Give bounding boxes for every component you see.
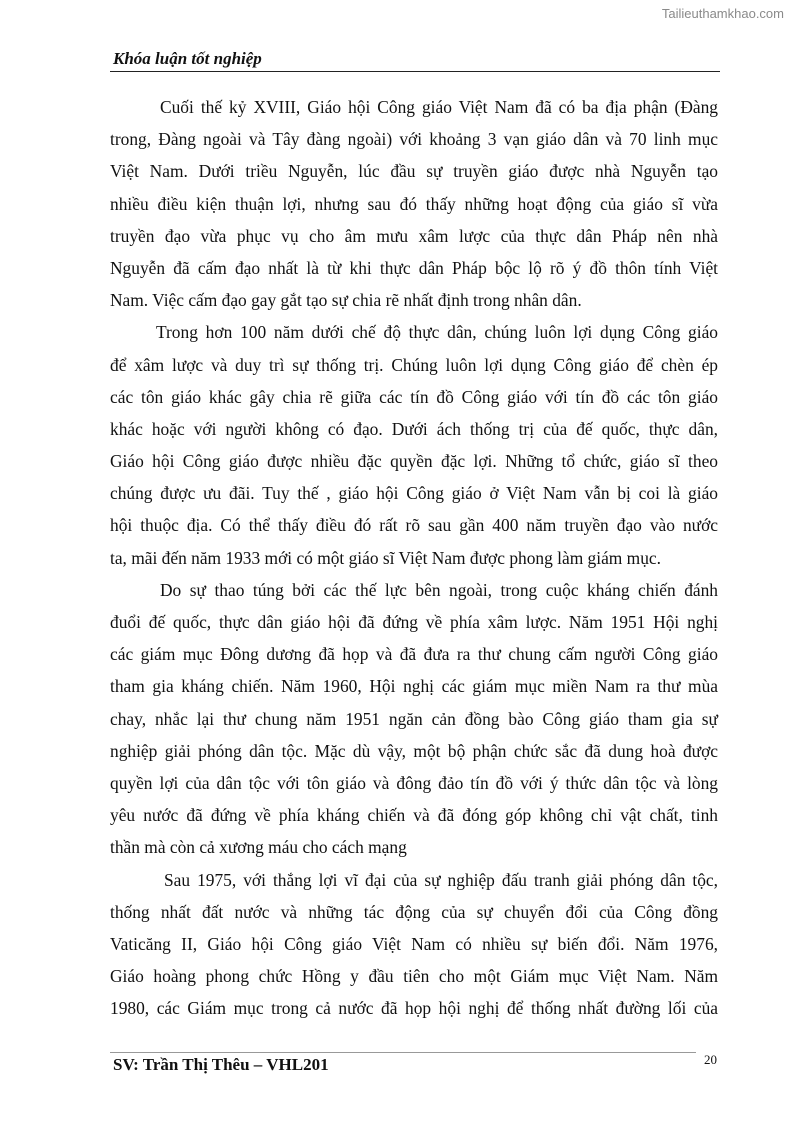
line: Giáo hoàng phong chức Hồng y đầu tiên cho một Giám mục Việt Nam. Năm (110, 966, 718, 987)
line: trong, Đàng ngoài và Tây đàng ngoài) với khoảng 3 vạn giáo dân và 70 linh mục (110, 129, 718, 150)
line: các giám mục Đông dương đã họp và đã đưa ra thư chung cấm người Công giáo (110, 644, 718, 665)
line: Trong hơn 100 năm dưới chế độ thực dân, chúng luôn lợi dụng Công giáo (156, 322, 718, 343)
line: ta, mãi đến năm 1933 mới có một giáo sĩ Việt Nam được phong làm giám mục. (110, 547, 661, 568)
footer-author: SV: Trần Thị Thêu – VHL201 (113, 1055, 329, 1074)
paragraph-3 (110, 574, 718, 864)
line: đuổi đế quốc, thực dân giáo hội đã đứng về phía xâm lược. Năm 1951 Hội nghị (110, 612, 718, 632)
line: Việt Nam. Dưới triều Nguyễn, lúc đầu sự truyền giáo được nhà Nguyễn tạo (110, 161, 718, 182)
page-header-title: Khóa luận tốt nghiệp (113, 49, 262, 68)
line: khác hoặc với người không có đạo. Dưới ách thống trị của đế quốc, thực dân, (110, 418, 718, 439)
paragraph-1 (110, 91, 718, 316)
watermark: Tailieuthamkhao.com (661, 6, 784, 21)
line: chay, nhắc lại thư chung năm 1951 ngăn cản đồng bào Công giáo tham gia sự (110, 708, 718, 729)
line: Giáo hội Công giáo được nhiều đặc quyền đặc lợi. Những tổ chức, giáo sĩ theo (110, 451, 718, 472)
line: Sau 1975, với thắng lợi vĩ đại của sự nghiệp đấu tranh giải phóng dân tộc, (164, 869, 718, 890)
line: chúng được ưu đãi. Tuy thế , giáo hội Công giáo ở Việt Nam vẫn bị coi là giáo (110, 483, 718, 504)
line: Nam. Việc cấm đạo gay gắt tạo sự chia rẽ nhất định trong nhân dân. (110, 290, 582, 311)
line: các tôn giáo khác gây chia rẽ giữa các tín đồ Công giáo với tín đồ các tôn giáo (110, 386, 718, 407)
line: tham gia kháng chiến. Năm 1960, Hội nghị các giám mục miền Nam ra thư mùa (110, 676, 718, 697)
line: Nguyễn đã cấm đạo nhất là từ khi thực dân Pháp bộc lộ rõ ý đồ thôn tính Việt (110, 257, 718, 278)
line: Do sự thao túng bởi các thế lực bên ngoài, trong cuộc kháng chiến đánh (160, 579, 718, 600)
line: Cuối thế kỷ XVIII, Giáo hội Công giáo Việt Nam đã có ba địa phận (Đàng (160, 97, 718, 117)
line: hội thuộc địa. Có thể thấy điều đó rất rõ sau gần 400 năm truyền đạo vào nước (110, 515, 718, 536)
footer-divider (110, 1052, 696, 1053)
page-number: 20 (704, 1052, 717, 1067)
line: Vaticăng II, Giáo hội Công giáo Việt Nam có nhiều sự biến đổi. Năm 1976, (110, 933, 718, 954)
line: để xâm lược và duy trì sự thống trị. Chúng luôn lợi dụng Công giáo để chèn ép (110, 354, 718, 375)
line: quyền lợi của dân tộc với tôn giáo và đông đảo tín đồ với ý thức dân tộc và lòng (110, 772, 718, 793)
header-divider (110, 71, 720, 72)
line: nghiệp giải phóng dân tộc. Mặc dù vậy, một bộ phận chức sắc đã dung hoà được (110, 740, 718, 761)
line: thần mà còn cả xương máu cho cách mạng (110, 837, 407, 858)
line: nhiều điều kiện thuận lợi, nhưng sau đó thấy những hoạt động của giáo sĩ vừa (110, 193, 718, 214)
body-text (110, 91, 718, 1024)
paragraph-4 (110, 864, 718, 1025)
line: 1980, các Giám mục trong cả nước đã họp hội nghị để thống nhất đường lối của (110, 998, 718, 1019)
line: thống nhất đất nước và những tác động của sự chuyển đổi của Công đồng (110, 901, 718, 922)
line: yêu nước đã đứng về phía kháng chiến và đã đóng góp không chỉ vật chất, tinh (110, 805, 718, 826)
line: truyền đạo vừa phục vụ cho âm mưu xâm lược của thực dân Pháp nên nhà (110, 225, 718, 246)
paragraph-2 (110, 316, 718, 574)
